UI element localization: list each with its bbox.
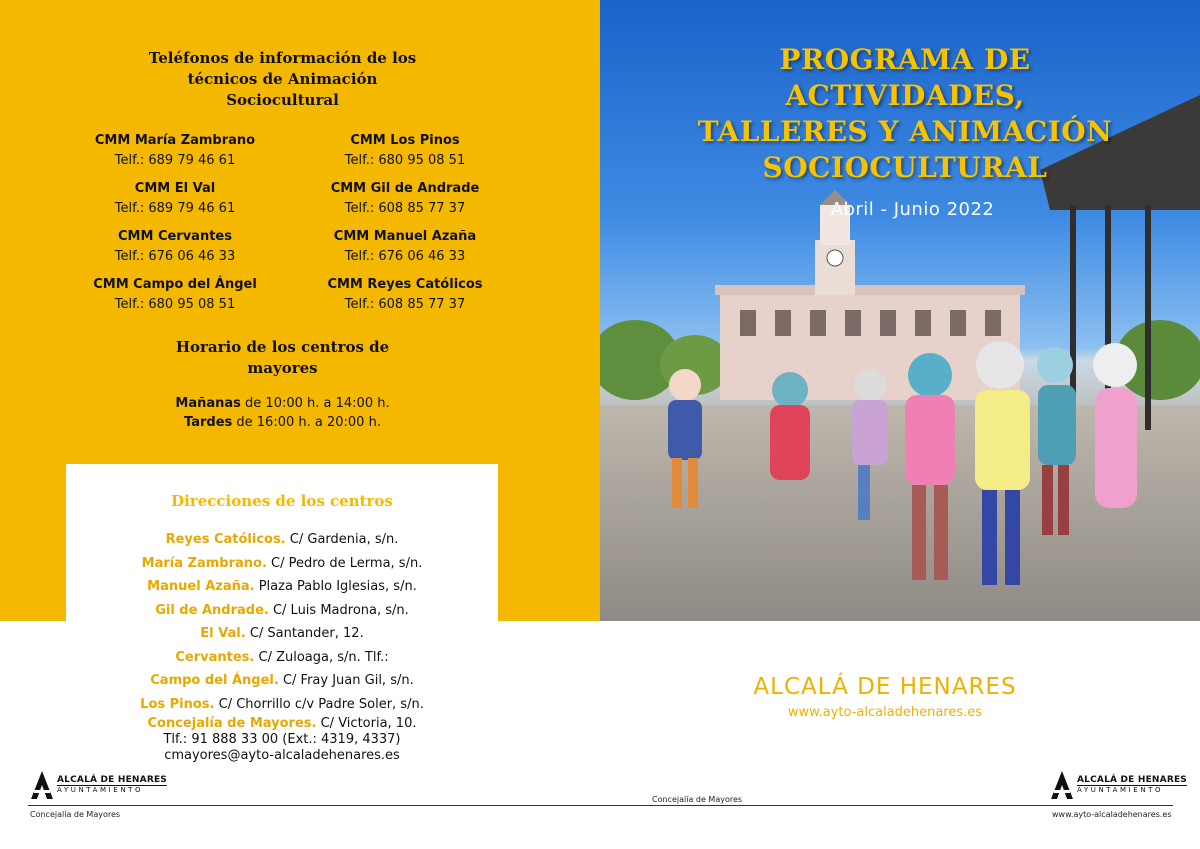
phones-title: Teléfonos de información de los técnicos de Animación Sociocultural — [148, 49, 417, 109]
hours-block — [130, 394, 435, 432]
hours-label: Tardes — [184, 415, 233, 430]
hours-label: Mañanas — [175, 396, 241, 411]
address-text: C/ Pedro de Lerma, s/n. — [271, 555, 423, 571]
addresses-box — [66, 464, 498, 764]
center-phone: Telf.: 689 79 46 61 — [114, 153, 236, 168]
center-name: CMM María Zambrano — [94, 133, 256, 148]
center-phone: Telf.: 676 06 46 33 — [344, 249, 466, 264]
address-text: C/ Fray Juan Gil, s/n. — [282, 673, 414, 688]
address-text: C/ Luis Madrona, s/n. — [272, 602, 409, 618]
logo-text-top: ALCALÁ DE HENARES — [57, 775, 167, 785]
address-text: C/ Zuloaga, s/n. Tlf.: — [258, 649, 389, 665]
council-logo-left — [30, 770, 167, 800]
center-card — [290, 131, 520, 171]
address-place: Manuel Azaña. — [147, 579, 255, 594]
address-place: El Val. — [200, 626, 246, 641]
contact-row — [66, 716, 498, 732]
center-card — [60, 131, 290, 171]
hours-value: de 10:00 h. a 14:00 h. — [245, 396, 390, 411]
address-item — [66, 622, 498, 646]
center-card — [60, 227, 290, 267]
center-name: CMM Manuel Azaña — [333, 229, 477, 244]
address-place: Campo del Ángel. — [150, 673, 279, 688]
contact-block — [66, 716, 498, 764]
contact-email[interactable]: cmayores@ayto-alcaladehenares.es — [164, 748, 400, 763]
center-phone: Telf.: 689 79 46 61 — [114, 201, 236, 216]
address-item — [66, 646, 498, 670]
address-item — [66, 599, 498, 623]
logo-text-bottom: AYUNTAMIENTO — [57, 785, 167, 795]
address-place: Cervantes. — [175, 649, 255, 665]
center-card — [290, 275, 520, 315]
contact-phone: Tlf.: 91 888 33 00 (Ext.: 4319, 4337) — [163, 732, 401, 747]
contact-place: Concejalía de Mayores. — [147, 716, 317, 731]
footer-left-caption: Concejalía de Mayores — [30, 810, 121, 819]
address-item — [66, 552, 498, 576]
hours-value: de 16:00 h. a 20:00 h. — [236, 415, 381, 430]
address-place: Los Pinos. — [140, 696, 215, 712]
cover-title-line: ACTIVIDADES, — [785, 79, 1025, 112]
address-item — [66, 693, 498, 717]
address-item — [66, 575, 498, 599]
council-logo-icon — [1050, 770, 1074, 800]
center-card — [290, 227, 520, 267]
address-list — [66, 528, 498, 716]
cover-title — [640, 42, 1170, 186]
address-item — [66, 669, 498, 693]
footer-divider — [28, 805, 1173, 806]
address-text: C/ Chorrillo c/v Padre Soler, s/n. — [218, 696, 424, 712]
hours-row — [130, 413, 435, 432]
hours-title: Horario de los centros de mayores — [175, 338, 390, 377]
address-text: C/ Gardenia, s/n. — [289, 532, 399, 547]
center-card — [60, 179, 290, 219]
center-card — [60, 275, 290, 315]
footer-right-caption[interactable]: www.ayto-alcaladehenares.es — [1052, 810, 1172, 819]
center-phone: Telf.: 608 85 77 37 — [344, 297, 466, 312]
center-phone: Telf.: 608 85 77 37 — [344, 201, 466, 216]
council-logo-icon — [30, 770, 54, 800]
address-place: Gil de Andrade. — [155, 602, 269, 618]
city-name: ALCALÁ DE HENARES — [753, 674, 1017, 700]
address-item — [66, 528, 498, 552]
address-text: C/ Santander, 12. — [249, 626, 364, 641]
council-logo-right — [1050, 770, 1187, 800]
center-card — [290, 179, 520, 219]
center-name: CMM Los Pinos — [350, 133, 460, 148]
center-name: CMM Gil de Andrade — [330, 181, 480, 196]
phones-grid — [60, 131, 520, 315]
cover-dates: Abril - Junio 2022 — [830, 199, 995, 220]
center-phone: Telf.: 680 95 08 51 — [114, 297, 236, 312]
addresses-title: Direcciones de los centros — [171, 492, 393, 510]
center-phone: Telf.: 680 95 08 51 — [344, 153, 466, 168]
address-place: María Zambrano. — [141, 555, 267, 571]
center-name: CMM El Val — [134, 181, 216, 196]
address-place: Reyes Católicos. — [165, 532, 286, 547]
logo-text-bottom: AYUNTAMIENTO — [1077, 785, 1187, 795]
footer-center-caption: Concejalía de Mayores — [652, 795, 743, 804]
contact-address: C/ Victoria, 10. — [320, 716, 417, 731]
address-text: Plaza Pablo Iglesias, s/n. — [258, 579, 417, 594]
center-name: CMM Cervantes — [118, 229, 232, 244]
center-name: CMM Campo del Ángel — [93, 277, 257, 292]
logo-text-top: ALCALÁ DE HENARES — [1077, 775, 1187, 785]
center-name: CMM Reyes Católicos — [327, 277, 483, 292]
center-phone: Telf.: 676 06 46 33 — [114, 249, 236, 264]
cover-title-line: PROGRAMA DE — [779, 43, 1031, 76]
hours-row — [130, 394, 435, 413]
city-website-link[interactable]: www.ayto-alcaladehenares.es — [787, 705, 983, 720]
cover-title-line: SOCIOCULTURAL — [762, 151, 1048, 184]
cover-title-line: TALLERES Y ANIMACIÓN — [697, 115, 1113, 148]
